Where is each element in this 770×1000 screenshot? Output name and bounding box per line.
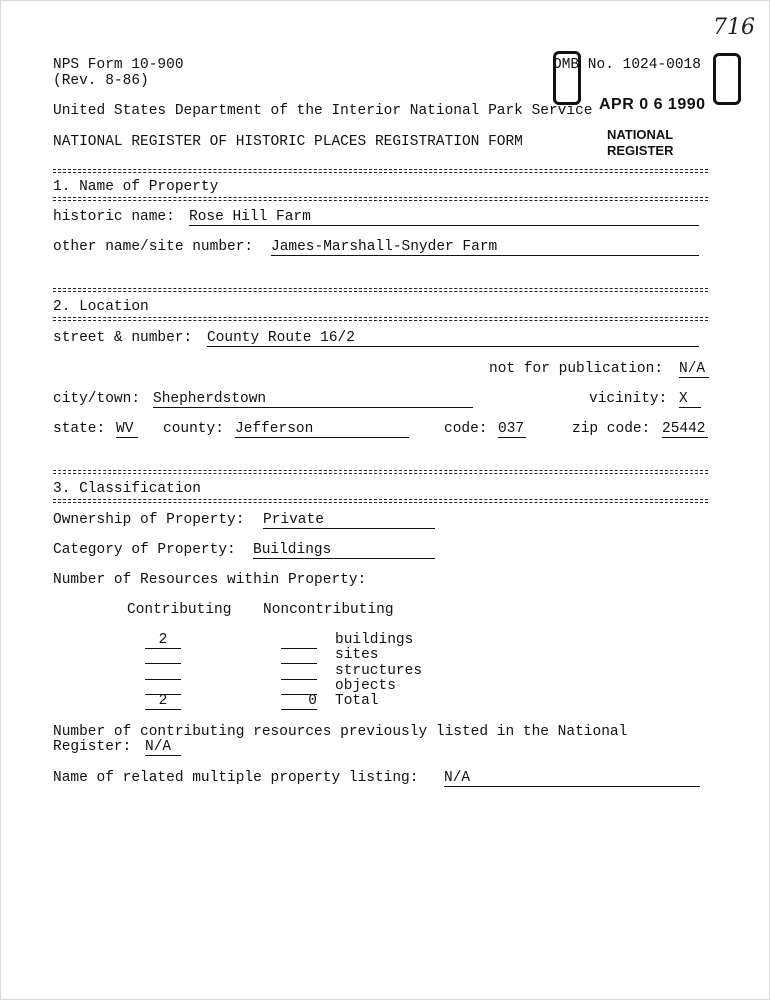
not-for-publication-field: N/A xyxy=(679,361,709,378)
resource-type-label: Total xyxy=(335,693,379,709)
other-name-field: James-Marshall-Snyder Farm xyxy=(271,239,699,256)
resource-type-label: buildings xyxy=(335,632,414,648)
stamp-date: APR 0 6 1990 xyxy=(599,96,706,113)
section-divider xyxy=(53,470,708,474)
register-label: Register: xyxy=(53,739,132,755)
zip-field: 25442 xyxy=(662,421,708,438)
handwritten-page-number: 716 xyxy=(713,15,755,40)
noncontributing-column-header: Noncontributing xyxy=(263,602,394,618)
city-label: city/town: xyxy=(53,391,141,407)
contributing-count: 2 xyxy=(145,632,181,649)
category-label: Category of Property: xyxy=(53,542,236,558)
ownership-field: Private xyxy=(263,512,435,529)
code-field: 037 xyxy=(498,421,525,437)
county-label: county: xyxy=(163,421,224,437)
form-revision: (Rev. 8-86) xyxy=(53,73,149,89)
zip-label: zip code: xyxy=(572,421,651,437)
contributing-count xyxy=(145,647,181,664)
historic-name-label: historic name: xyxy=(53,209,175,225)
stamp-line-register: REGISTER xyxy=(607,143,674,158)
stamp-letter-r-icon xyxy=(553,51,581,105)
previously-listed-label: Number of contributing resources previously listed in the National xyxy=(53,724,628,740)
code-label: code: xyxy=(444,421,488,437)
stamp-letter-d-icon xyxy=(713,53,741,105)
ownership-label: Ownership of Property: xyxy=(53,512,245,528)
form-title: NATIONAL REGISTER OF HISTORIC PLACES REGISTRATION FORM xyxy=(53,134,523,150)
form-id: NPS Form 10-900 xyxy=(53,57,184,73)
vicinity-label: vicinity: xyxy=(589,391,668,407)
resources-label: Number of Resources within Property: xyxy=(53,572,367,588)
contributing-total: 2 xyxy=(145,693,181,710)
category-field: Buildings xyxy=(253,542,435,559)
noncontributing-total: 0 xyxy=(281,693,317,710)
state-field: WV xyxy=(116,421,138,438)
section-2-heading: 2. Location xyxy=(53,299,149,315)
noncontributing-count xyxy=(281,647,317,664)
state-label: state: xyxy=(53,421,106,437)
resource-type-label: sites xyxy=(335,647,379,663)
other-name-label: other name/site number: xyxy=(53,239,254,255)
contributing-column-header: Contributing xyxy=(127,602,232,618)
section-divider xyxy=(53,288,708,292)
resource-type-label: objects xyxy=(335,678,396,694)
historic-name-field: Rose Hill Farm xyxy=(189,209,699,226)
multiple-property-field: N/A xyxy=(444,770,700,787)
section-divider xyxy=(53,197,708,201)
resource-type-label: structures xyxy=(335,663,423,679)
stamp-line-national: NATIONAL xyxy=(607,127,674,142)
section-3-heading: 3. Classification xyxy=(53,481,201,497)
vicinity-field: X xyxy=(679,391,701,408)
department-line: United States Department of the Interior National Park Service xyxy=(53,103,593,119)
previously-listed-field: N/A xyxy=(145,739,181,756)
street-field: County Route 16/2 xyxy=(207,330,699,347)
omb-number: OMB No. 1024-0018 xyxy=(553,57,701,73)
section-divider xyxy=(53,317,708,321)
multiple-property-label: Name of related multiple property listing: xyxy=(53,770,419,786)
city-field: Shepherdstown xyxy=(153,391,473,408)
not-for-publication-label: not for publication: xyxy=(489,361,664,377)
section-divider xyxy=(53,169,708,173)
section-1-heading: 1. Name of Property xyxy=(53,179,219,195)
street-label: street & number: xyxy=(53,330,193,346)
section-divider xyxy=(53,499,708,503)
county-field: Jefferson xyxy=(235,421,409,438)
